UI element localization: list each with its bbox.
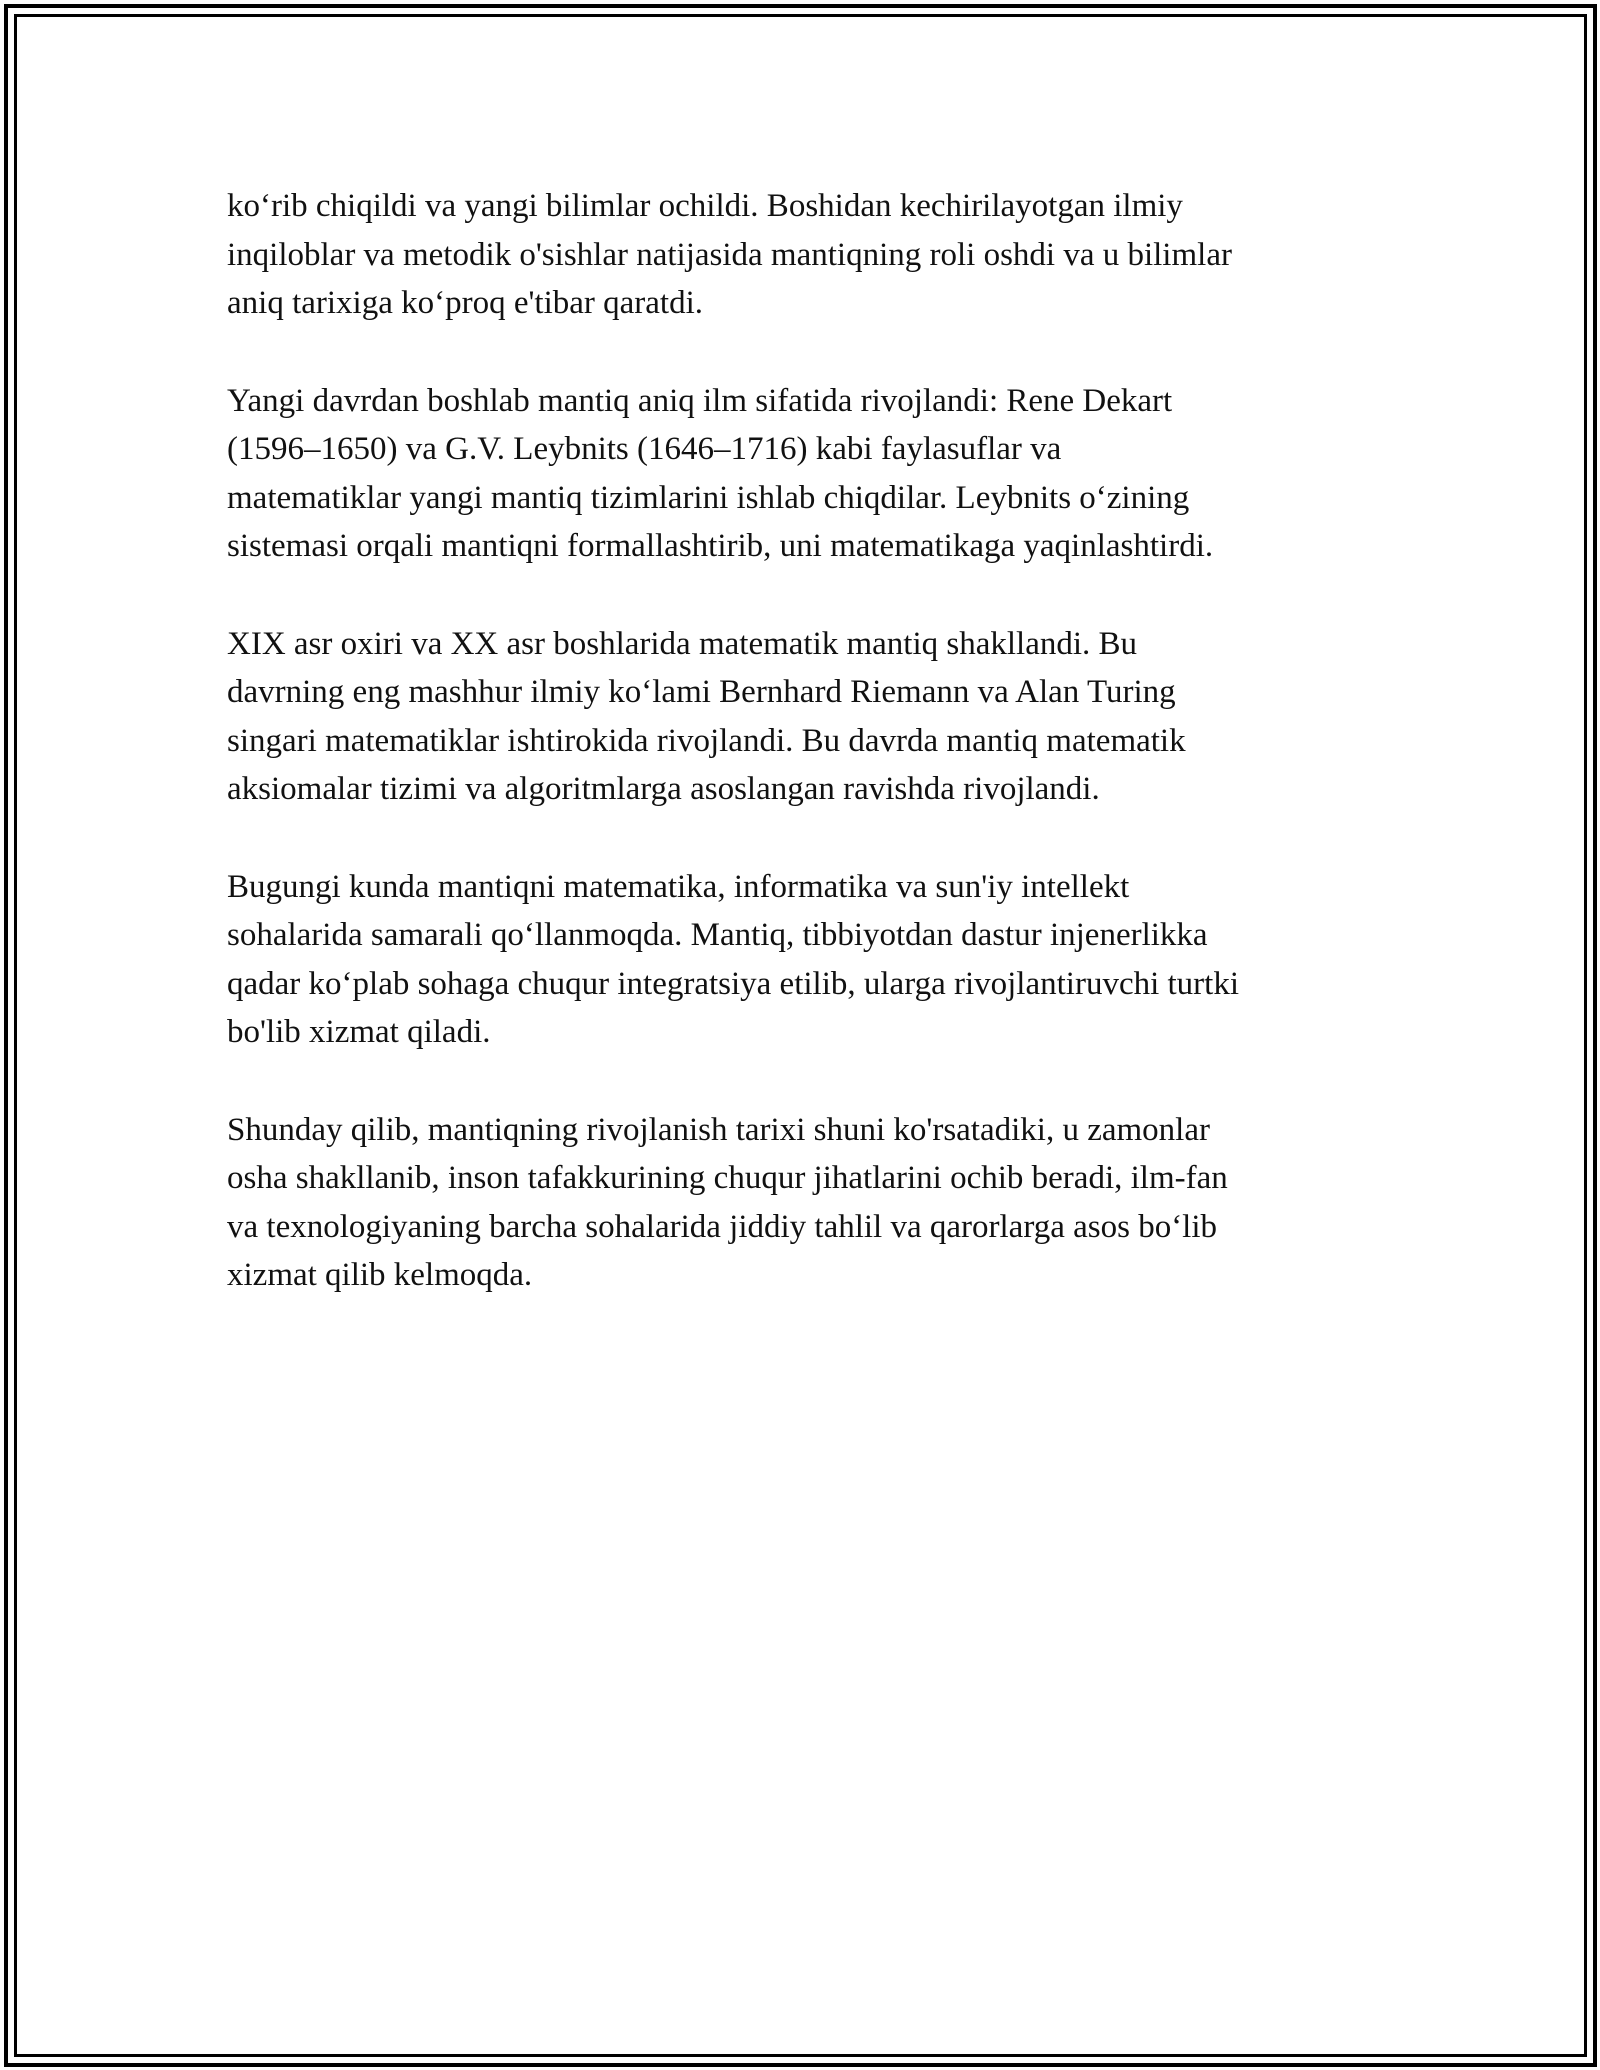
text-line: sohalarida samarali qo‘llanmoqda. Mantiq, tibbiyotdan dastur injenerlikka	[227, 917, 1208, 953]
text-line: va texnologiyaning barcha sohalarida jiddiy tahlil va qarorlarga asos bo‘lib	[227, 1208, 1218, 1245]
paragraph-2	[227, 377, 1387, 571]
text-line: osha shakllanib, inson tafakkurining chuqur jihatlarini ochib beradi, ilm-fan	[227, 1160, 1228, 1196]
text-line: qadar ko‘plab sohaga chuqur integratsiya etilib, ularga rivojlantiruvchi turtki	[227, 965, 1240, 1002]
text-line: (1596–1650) va G.V. Leybnits (1646–1716) kabi faylasuflar va	[227, 431, 1062, 467]
text-line: davrning eng mashhur ilmiy ko‘lami Bernhard Riemann va Alan Turing	[227, 674, 1176, 710]
text-line: aniq tarixiga ko‘proq e'tibar qaratdi.	[227, 285, 704, 321]
text-line: Bugungi kunda mantiqni matematika, informatika va sun'iy intellekt	[227, 868, 1130, 905]
text-line: ko‘rib chiqildi va yangi bilimlar ochildi. Boshidan kechirilayotgan ilmiy	[227, 188, 1183, 224]
paragraph-5	[227, 1106, 1387, 1300]
text-line: xizmat qilib kelmoqda.	[227, 1257, 533, 1293]
text-line: aksiomalar tizimi va algoritmlarga asoslangan ravishda rivojlandi.	[227, 771, 1100, 807]
text-line: XIX asr oxiri va XX asr boshlarida matematik mantiq shakllandi. Bu	[227, 625, 1138, 662]
text-line: Yangi davrdan boshlab mantiq aniq ilm sifatida rivojlandi: Rene Dekart	[227, 382, 1173, 419]
paragraph-4	[227, 863, 1387, 1057]
text-line: singari matematiklar ishtirokida rivojlandi. Bu davrda mantiq matematik	[227, 722, 1186, 759]
text-line: Shunday qilib, mantiqning rivojlanish tarixi shuni ko'rsatadiki, u zamonlar	[227, 1111, 1210, 1148]
text-line: matematiklar yangi mantiq tizimlarini ishlab chiqdilar. Leybnits o‘zining	[227, 479, 1190, 516]
paragraph-3	[227, 620, 1387, 814]
text-line: sistemasi orqali mantiqni formallashtirib, uni matematikaga yaqinlashtirdi.	[227, 528, 1214, 564]
document-body	[227, 182, 1387, 1349]
text-line: bo'lib xizmat qiladi.	[227, 1014, 491, 1050]
text-line: inqiloblar va metodik o'sishlar natijasida mantiqning roli oshdi va u bilimlar	[227, 236, 1232, 273]
paragraph-1	[227, 182, 1387, 328]
